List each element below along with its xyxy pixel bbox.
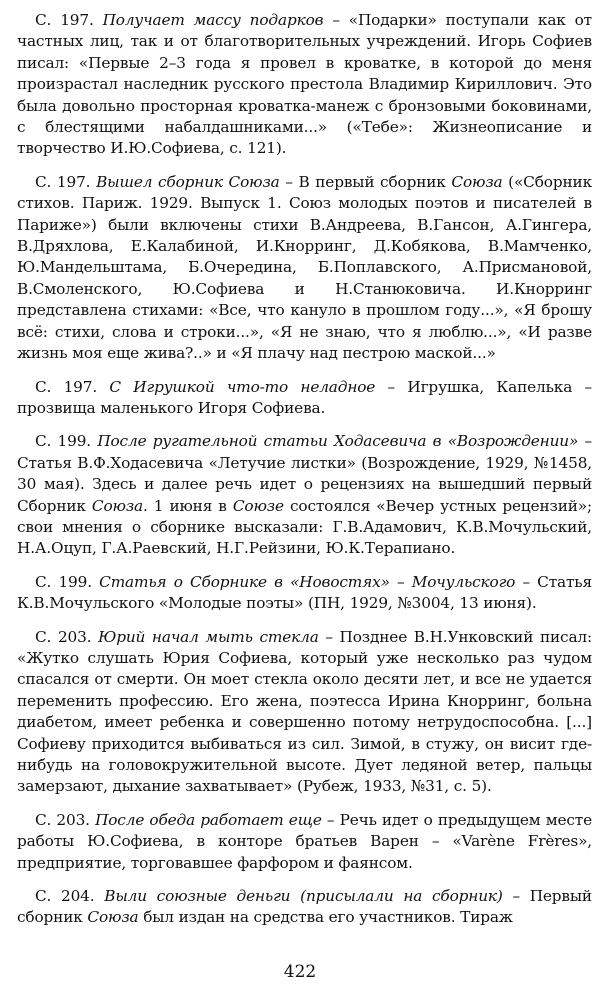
note-text: – Позднее В.Н.Унковский писал: «Жутко слушать Юрия Софиева, который уже несколько раз чудом спасался от смерти. Он моет стекла около десяти лет, и все не удается переменить профессию. Его жена, поэтесса Ирина Кнорринг, больна диабетом, имеет ребенка и совершенно потому нетрудоспособна. [...] Софиеву приходится выбиваться из сил. Зимой, в стужу, он висит где-нибудь на головокружительной высоте. Дует ледяной ветер, пальцы замерзают, дыхание захватывает» (Рубеж, 1933, №31, с. 5). xyxy=(17,627,593,796)
note-ref: С. 197. xyxy=(35,11,94,29)
note-italic: Союзе xyxy=(232,496,284,515)
note-text: был издан на средства его участников. Тираж xyxy=(138,908,513,927)
note-ref: С. 203. xyxy=(35,627,92,646)
note-lemma: После ругательной статьи Ходасевича в «Возрождении» xyxy=(97,432,579,451)
note-lemma: Статья о Сборнике в «Новостях» – Мочульского xyxy=(99,572,516,591)
note-podarki xyxy=(17,10,592,160)
note-text: – В первый сборник xyxy=(279,172,452,191)
note-ref: С. 199. xyxy=(35,572,92,591)
note-italic: Союза. xyxy=(91,496,148,515)
note-text: – Игрушка, Капелька – прозвища маленького Игоря Софиева. xyxy=(17,377,592,417)
note-lemma: Получает массу подарков xyxy=(102,11,324,29)
page-number: 422 xyxy=(283,962,317,982)
note-lemma: После обеда работает еще xyxy=(95,810,322,829)
note-lemma: Юрий начал мыть стекла xyxy=(98,627,319,646)
note-text: – Первый сборник xyxy=(17,887,592,927)
note-soyuznye-dengi xyxy=(17,886,592,929)
note-ref: С. 197. xyxy=(35,172,91,191)
note-lemma: С Игрушкой что-то неладное xyxy=(109,377,376,396)
note-text: 1 июня в xyxy=(147,496,233,515)
note-myt-stekla xyxy=(17,627,592,798)
note-mochulsky xyxy=(17,572,592,615)
note-text: – Речь идет о предыдущем месте работы Ю.Софиева, в конторе братьев Варен – «Varène Frères», предприятие, торговавшее фарфором и фаянсом. xyxy=(17,810,592,872)
note-posle-obeda xyxy=(17,810,592,874)
note-text: – Статья К.В.Мочульского «Молодые поэты» (ПН, 1929, №3004, 13 июня). xyxy=(17,572,592,613)
note-ref: С. 197. xyxy=(35,377,98,396)
note-italic: Союза xyxy=(451,172,503,191)
note-text: – «Подарки» поступали как от частных лиц, так и от благотворительных учреждений. Игорь Софиев писал: «Первые 2–3 года я провел в кроватке, в которой до меня произрастал наследник русского престола Владимир Кириллович. Это была довольно просторная кроватка-манеж с бронзовыми боковинами, с блестящими набалдашниками...» («Тебе»: Жизнеописание и творчество И.Ю.Софиева, с. 121). xyxy=(17,11,592,158)
note-text: – Статья В.Ф.Ходасевича «Летучие листки» (Возрождение, 1929, №1458, 30 мая). Здесь и далее речь идет о рецензиях на вышедший первый Сборник xyxy=(17,432,592,515)
note-khodasevich xyxy=(17,431,592,559)
note-lemma: Выли союзные деньги (присылали на сборник) xyxy=(104,887,503,906)
note-igrushka xyxy=(17,377,592,420)
note-text: состоялся «Вечер устных рецензий»; свои мнения о сборнике высказали: Г.В.Адамович, К.В.Мочульский, Н.А.Оцуп, Г.А.Раевский, Н.Г.Рейзини, Ю.К.Терапиано. xyxy=(17,496,592,558)
note-ref: С. 199. xyxy=(35,432,92,451)
note-text: («Сборник стихов. Париж. 1929. Выпуск 1. Союз молодых поэтов и писателей в Париже») были включены стихи В.Андреева, В.Гансон, А.Гингера, В.Дряхлова, Е.Калабиной, И.Кнорринг, Д.Кобякова, В.Мамченко, Ю.Мандельштама, Б.Очередина, Б.Поплавского, А.Присмановой, В.Смоленского, Ю.Софиева и Н.Станюковича. И.Кнорринг представлена стихами: «Все, что кануло в прошлом году...», «Я брошу всё: стихи, слова и строки...», «Я не знаю, что я люблю...», «И разве жизнь моя еще жива?..» и «Я плачу над пестрою маской...» xyxy=(17,172,592,363)
note-lemma: Вышел сборник Союза xyxy=(96,172,280,191)
note-italic: Союза xyxy=(87,908,139,927)
note-ref: С. 203. xyxy=(35,810,90,829)
note-sbornik-soyuza xyxy=(17,172,592,365)
note-ref: С. 204. xyxy=(35,887,95,906)
